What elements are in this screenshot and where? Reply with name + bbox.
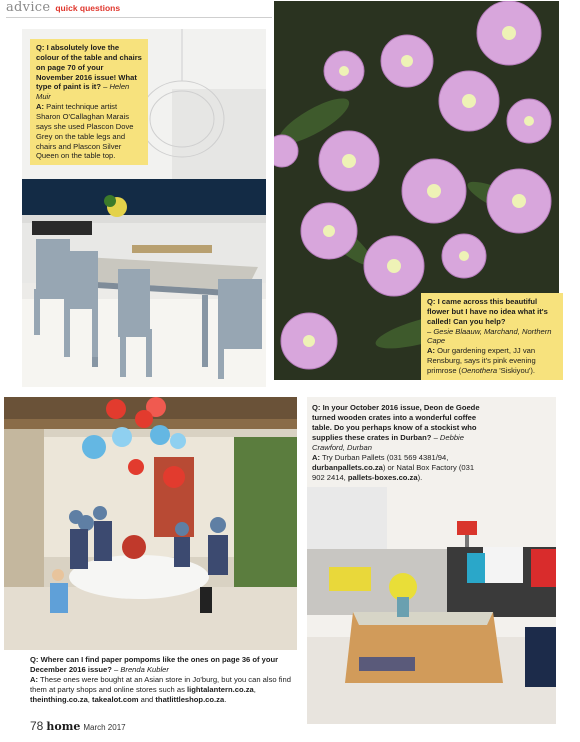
link-pallets-boxes[interactable]: pallets-boxes.co.za [347,473,418,483]
separator: , [87,695,90,705]
link-theinthing[interactable]: theinthing.co.za [30,695,88,705]
section-title: advice [6,0,51,15]
answer-label: A: [30,675,39,685]
question-text: Where can I find paper pompoms like the ones on page 36 of your December 2016 issue? [30,655,279,675]
answer-text: These ones were bought at an Asian store in Jo'burg, but you can also find them at party shops and online stores such as [30,675,291,695]
answer-label: A: [312,453,321,463]
answer-text-end: . [224,695,227,705]
question-card-crates [312,403,484,483]
page-number: 78 [30,719,44,733]
separator: and [140,695,154,705]
question-label: Q: [30,655,39,664]
question-label: Q: [36,43,45,52]
answer-text-mid: ) or Natal Box Factory (031 902 2414, [312,463,475,483]
question-label: Q: [312,403,321,412]
question-text: I absolutely love the colour of the table and chairs on page 70 of your November 2016 issue! What type of paint is it? [36,43,142,92]
question-author: – Gesie Blaauw, Marchand, Northern Cape [427,326,552,346]
question-card-pompoms [30,655,296,705]
answer-label: A: [427,346,436,356]
separator: , [253,685,256,695]
answer-text-end: 'Siskiyou'). [497,366,536,376]
link-lightalantern[interactable]: lightalantern.co.za [187,685,254,695]
party-photo [4,397,297,650]
section-header [6,0,120,16]
question-text: I came across this beautiful flower but I have no idea what it's called! Can you help? [427,297,548,326]
question-label: Q: [427,297,436,306]
answer-latin-name: Oenothera [461,366,498,376]
answer-text: Paint technique artist Sharon O'Callaghan Marais says she used Plascon Dove Grey on the table legs and chairs and Plascon Silver Queen on the table top. [36,102,134,161]
question-author: – Debbie Crawford, Durban [312,433,464,453]
answer-text-end: ). [417,473,423,483]
question-card-flower [421,293,563,380]
answer-text: Try Durban Pallets (031 569 4381/94, [322,453,449,463]
header-divider [6,17,272,18]
page-footer [30,719,126,733]
link-durbanpallets[interactable]: durbanpallets.co.za [312,463,383,473]
link-takealot[interactable]: takealot.com [92,695,139,705]
issue-date: March 2017 [83,723,126,732]
answer-label: A: [36,102,45,112]
question-author: – Helen Muir [36,82,130,102]
link-thatlittleshop[interactable]: thatlittleshop.co.za [155,695,225,705]
question-card-paint [30,39,148,165]
garden-party-illustration [4,397,297,650]
magazine-name: home [46,720,81,733]
question-text: In your October 2016 issue, Deon de Goede turned wooden crates into a wonderful coffee table. Do you perhaps know of a stockist who supplies these crates in Durban? [312,403,480,443]
answer-text: Our gardening expert, JJ van Rensburg, says it's pink evening primrose ( [427,346,536,376]
question-author: – Brenda Kubler [114,665,169,675]
section-subtitle: quick questions [55,3,121,13]
